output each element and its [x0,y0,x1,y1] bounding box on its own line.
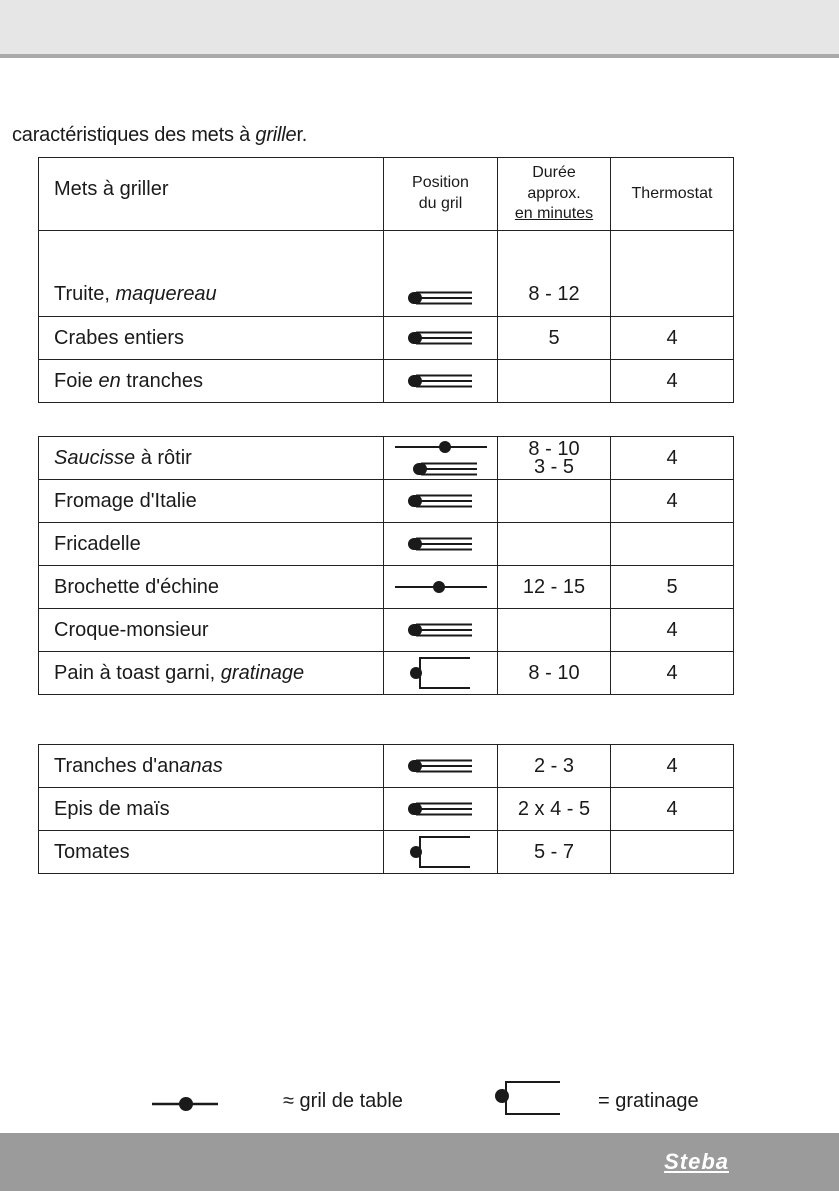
grill-table-veg [38,744,734,874]
header-position [384,158,498,231]
brand-logo: Steba [664,1149,729,1174]
row-name [39,360,384,403]
table-row [39,360,734,403]
table-row [39,480,734,523]
row-time [498,437,611,480]
table-row [39,609,734,652]
table-header-row [39,158,734,231]
row-name: Epis de maïs [39,788,384,831]
dual-position-icon [384,437,498,480]
header-duree-l2: approx. [527,184,581,202]
table-grill-icon [384,566,498,609]
row-name-part: Foie [54,369,99,392]
table-row [39,788,734,831]
row-name [39,745,384,788]
row-name-part: Truite, [54,283,116,305]
row-name-italic: maquereau [115,283,217,305]
row-name-italic: Saucisse [54,446,136,469]
row-time: 2 - 3 [498,745,611,788]
table-row [39,317,734,360]
heating-element-icon [384,609,498,652]
row-time [498,360,611,403]
header-duree-l3: en minutes [514,205,594,223]
heating-element-icon [384,788,498,831]
row-name [39,652,384,695]
row-name-italic: en [98,369,121,392]
table-row [39,652,734,695]
row-time [498,523,611,566]
row-name-part: à rôtir [135,446,192,469]
row-name: Croque-monsieur [39,609,384,652]
top-bar [0,0,839,58]
header-duree-l1: Durée [532,163,576,181]
row-thermostat: 4 [611,609,734,652]
header-thermostat: Thermostat [611,158,734,231]
gratinage-icon [384,652,498,695]
row-name [39,437,384,480]
row-name: Fromage d'Italie [39,480,384,523]
row-thermostat [611,831,734,874]
row-name-italic: gratinage [220,661,305,684]
intro-suffix: r. [296,124,308,146]
grill-table-meat [38,436,734,695]
table-row [39,831,734,874]
heating-element-icon [384,231,498,317]
row-time: 2 x 4 - 5 [498,788,611,831]
legend-gratinage: = gratinage [598,1090,699,1112]
row-name-part: Pain à toast garni, [54,661,221,684]
row-thermostat: 5 [611,566,734,609]
row-time [498,609,611,652]
table-row [39,231,734,317]
row-name: Tomates [39,831,384,874]
legend-table-grill: ≈ gril de table [283,1090,403,1112]
gratinage-icon [384,831,498,874]
row-name: Crabes entiers [39,317,384,360]
row-thermostat: 4 [611,437,734,480]
grill-table-fish [38,157,734,403]
table-row [39,437,734,480]
row-thermostat: 4 [611,652,734,695]
row-thermostat: 4 [611,745,734,788]
row-thermostat [611,231,734,317]
heating-element-icon [384,360,498,403]
row-time: 12 - 15 [498,566,611,609]
table-grill-icon [150,1094,220,1114]
intro-text [12,124,307,147]
row-thermostat [611,523,734,566]
row-time: 5 [498,317,611,360]
row-name-part: tranches [120,369,203,392]
table-row [39,523,734,566]
row-time: 5 - 7 [498,831,611,874]
row-thermostat: 4 [611,480,734,523]
row-time-l1: 8 - 10 [528,438,580,460]
heating-element-icon [384,317,498,360]
table-row [39,566,734,609]
header-position-l1: Position [412,174,469,192]
row-name [39,231,384,317]
row-name-part: Tranches d'an [54,754,180,777]
heating-element-icon [384,523,498,566]
intro-emphasis: grille [255,124,297,146]
row-time [498,480,611,523]
intro-prefix: caractéristiques des mets à [12,124,256,146]
heating-element-icon [384,745,498,788]
row-time-l2: 3 - 5 [533,456,575,478]
row-name-italic: anas [179,754,223,777]
header-mets: Mets à griller [39,158,384,231]
table-row [39,745,734,788]
row-name: Brochette d'échine [39,566,384,609]
row-thermostat: 4 [611,788,734,831]
footer-bar [0,1133,839,1191]
row-thermostat: 4 [611,317,734,360]
heating-element-icon [384,480,498,523]
row-thermostat: 4 [611,360,734,403]
row-name: Fricadelle [39,523,384,566]
row-time: 8 - 10 [498,652,611,695]
header-duree [498,158,611,231]
row-time: 8 - 12 [498,231,611,317]
gratinage-icon [494,1078,564,1118]
header-position-l2: du gril [418,195,463,212]
